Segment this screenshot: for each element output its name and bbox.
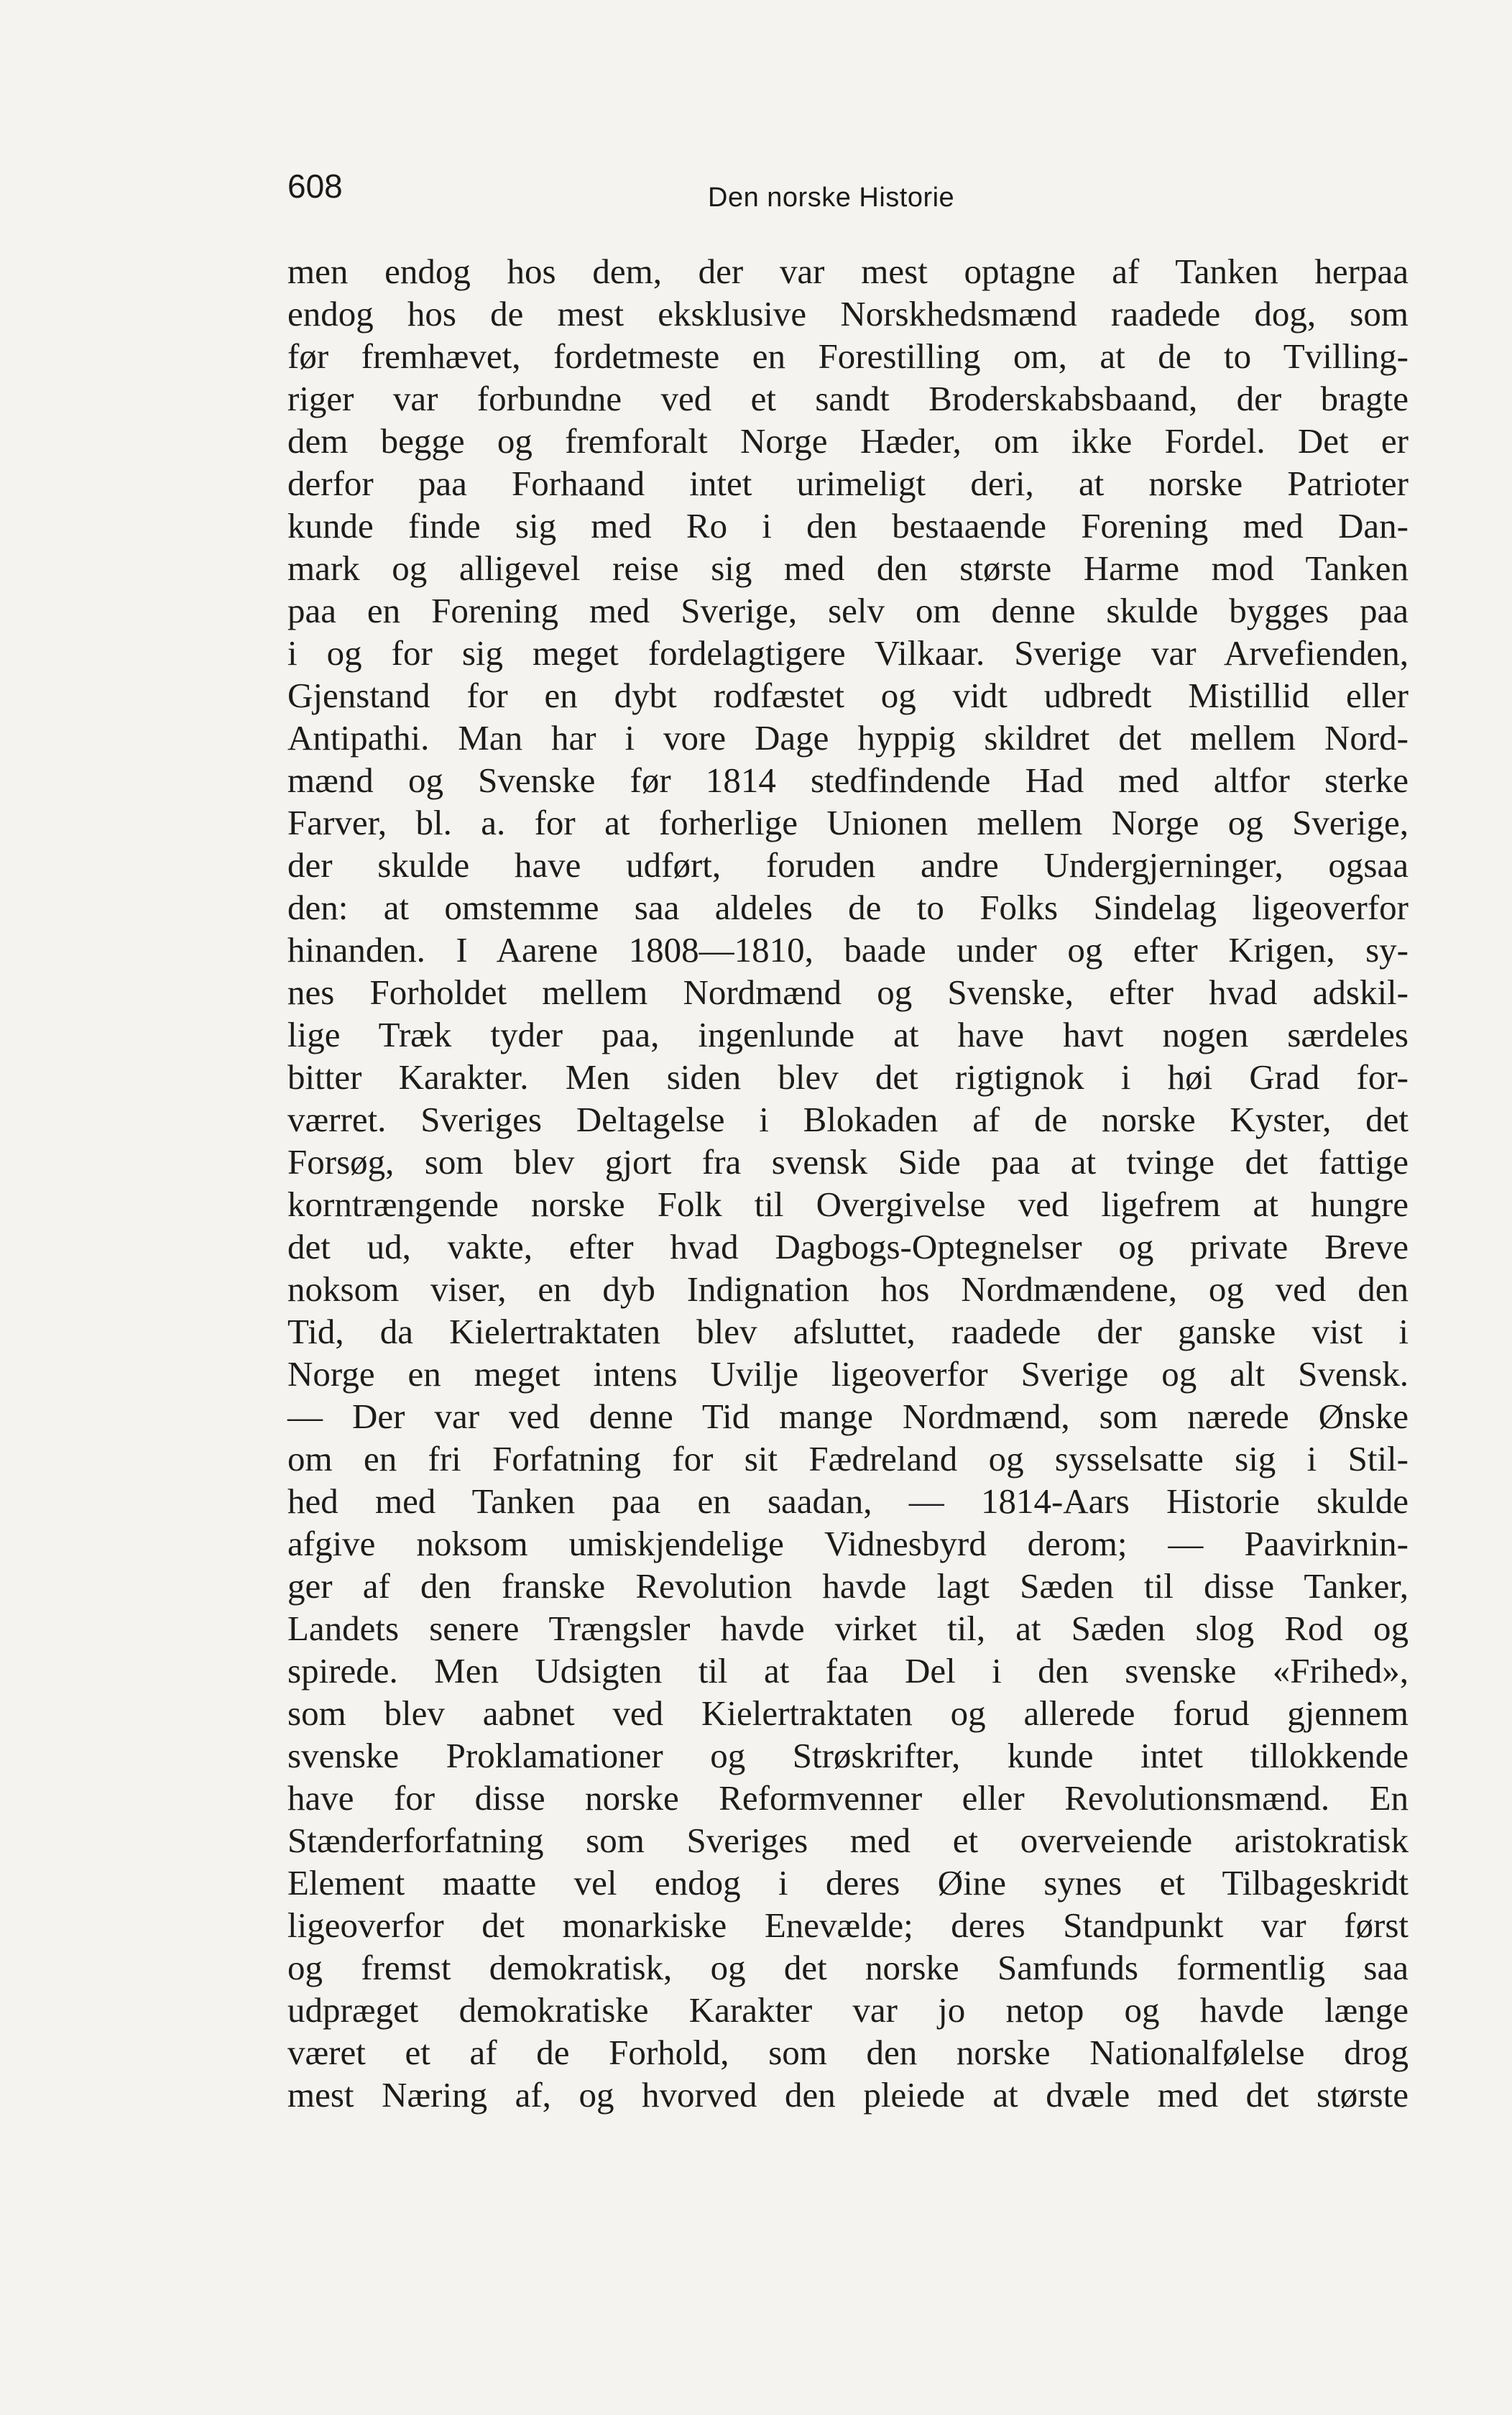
text-line: hinanden. I Aarene 1808—1810, baade under og efter Krigen, sy- [287,930,1409,970]
text-line: Antipathi. Man har i vore Dage hyppig skildret det mellem Nord- [287,718,1409,758]
text-line: Landets senere Trængsler havde virket til, at Sæden slog Rod og [287,1609,1409,1648]
text-line: udpræget demokratiske Karakter var jo netop og havde længe [287,1990,1409,2030]
text-line: endog hos de mest eksklusive Norskhedsmænd raadede dog, som [287,294,1409,334]
text-line: det ud, vakte, efter hvad Dagbogs-Optegnelser og private Breve [287,1227,1409,1266]
running-title: Den norske Historie [708,183,955,213]
text-line: afgive noksom umiskjendelige Vidnesbyrd derom; — Paavirknin- [287,1524,1409,1563]
text-line: bitter Karakter. Men siden blev det rigtignok i høi Grad for- [287,1057,1409,1097]
text-line: lige Træk tyder paa, ingenlunde at have havt nogen særdeles [287,1015,1409,1054]
page-header [287,160,1409,217]
text-line: spirede. Men Udsigten til at faa Del i den svenske «Frihed», [287,1651,1409,1690]
text-line: der skulde have udført, foruden andre Undergjerninger, ogsaa [287,845,1409,885]
text-line: Element maatte vel endog i deres Øine synes et Tilbageskridt [287,1863,1409,1903]
text-line: kunde finde sig med Ro i den bestaaende Forening med Dan- [287,506,1409,546]
text-line: i og for sig meget fordelagtigere Vilkaar. Sverige var Arvefienden, [287,633,1409,673]
text-line: dem begge og fremforalt Norge Hæder, om ikke Fordel. Det er [287,421,1409,461]
text-line: mark og alligevel reise sig med den største Harme mod Tanken [287,548,1409,588]
text-line: om en fri Forfatning for sit Fædreland og sysselsatte sig i Stil- [287,1439,1409,1478]
text-line: Gjenstand for en dybt rodfæstet og vidt udbredt Mistillid eller [287,676,1409,715]
text-line: korntrængende norske Folk til Overgivelse ved ligefrem at hungre [287,1184,1409,1224]
text-line: før fremhævet, fordetmeste en Forestilling om, at de to Tvilling- [287,336,1409,376]
page-number: 608 [287,167,343,205]
text-line: derfor paa Forhaand intet urimeligt deri, at norske Patrioter [287,464,1409,503]
text-line: værret. Sveriges Deltagelse i Blokaden af de norske Kyster, det [287,1100,1409,1139]
text-line: svenske Proklamationer og Strøskrifter, kunde intet tillokkende [287,1736,1409,1775]
text-line: riger var forbundne ved et sandt Broderskabsbaand, der bragte [287,379,1409,418]
text-line: Stænderforfatning som Sveriges med et overveiende aristokratisk [287,1821,1409,1860]
text-line: paa en Forening med Sverige, selv om denne skulde bygges paa [287,591,1409,630]
text-line: den: at omstemme saa aldeles de to Folks Sindelag ligeoverfor [287,888,1409,927]
text-line: noksom viser, en dyb Indignation hos Nordmændene, og ved den [287,1269,1409,1309]
text-line: som blev aabnet ved Kielertraktaten og allerede forud gjennem [287,1693,1409,1733]
text-line: og fremst demokratisk, og det norske Samfunds formentlig saa [287,1948,1409,1987]
text-line: nes Forholdet mellem Nordmænd og Svenske, efter hvad adskil- [287,972,1409,1012]
text-line: ger af den franske Revolution havde lagt Sæden til disse Tanker, [287,1566,1409,1606]
body-text [287,250,1409,2158]
text-line: været et af de Forhold, som den norske Nationalfølelse drog [287,2033,1409,2072]
text-line: have for disse norske Reformvenner eller Revolutionsmænd. En [287,1778,1409,1818]
text-line: — Der var ved denne Tid mange Nordmænd, som nærede Ønske [287,1397,1409,1436]
text-line: ligeoverfor det monarkiske Enevælde; deres Standpunkt var først [287,1905,1409,1945]
text-line: hed med Tanken paa en saadan, — 1814-Aars Historie skulde [287,1481,1409,1521]
text-line: men endog hos dem, der var mest optagne af Tanken herpaa [287,252,1409,291]
text-line: mest Næring af, og hvorved den pleiede at dvæle med det største [287,2075,1409,2115]
text-line: mænd og Svenske før 1814 stedfindende Had med altfor sterke [287,760,1409,800]
text-line: Forsøg, som blev gjort fra svensk Side paa at tvinge det fattige [287,1142,1409,1182]
text-line: Farver, bl. a. for at forherlige Unionen mellem Norge og Sverige, [287,803,1409,842]
text-line [287,2116,1409,2158]
text-line: Tid, da Kielertraktaten blev afsluttet, raadede der ganske vist i [287,1312,1409,1351]
text-line: Norge en meget intens Uvilje ligeoverfor Sverige og alt Svensk. [287,1354,1409,1394]
